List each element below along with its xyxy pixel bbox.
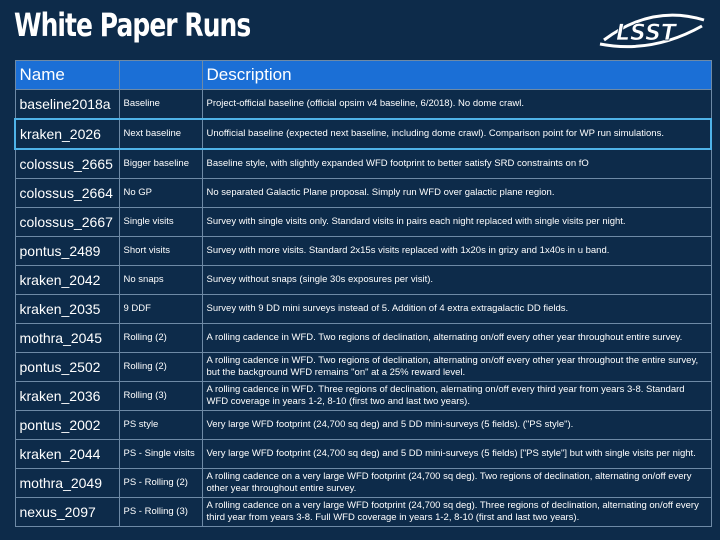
run-short-cell: Rolling (3) (119, 382, 202, 411)
run-description-cell: Baseline style, with slightly expanded WFD footprint to better satisfy SRD constraints on fO (202, 149, 711, 179)
run-short-cell: Short visits (119, 237, 202, 266)
run-short-cell: No snaps (119, 266, 202, 295)
run-name-cell: colossus_2664 (15, 179, 119, 208)
run-description-cell: Project-official baseline (official opsim v4 baseline, 6/2018). No dome crawl. (202, 90, 711, 120)
header-short (119, 61, 202, 90)
run-name-cell: kraken_2036 (15, 382, 119, 411)
run-short-cell: PS - Single visits (119, 440, 202, 469)
table-header-row (15, 61, 711, 90)
run-name-cell: baseline2018a (15, 90, 119, 120)
table-row (15, 295, 711, 324)
run-short-cell: Next baseline (119, 119, 202, 149)
run-name-cell: pontus_2002 (15, 411, 119, 440)
header-description: Description (202, 61, 711, 90)
run-short-cell: Single visits (119, 208, 202, 237)
run-description-cell: Very large WFD footprint (24,700 sq deg) and 5 DD mini-surveys (5 fields). ("PS style"). (202, 411, 711, 440)
run-description-cell: A rolling cadence on a very large WFD footprint (24,700 sq deg). Three regions of declination, alternating on/off every third year from years 3-8. Full WFD coverage in years 1-2, 8-10 (first and last two years). (202, 498, 711, 527)
run-description-cell: A rolling cadence on a very large WFD footprint (24,700 sq deg). Two regions of declination, alternating on/off every other year throughout entire survey. (202, 469, 711, 498)
run-description-cell: Very large WFD footprint (24,700 sq deg) and 5 DD mini-surveys (5 fields) ["PS style"] but with single visits per night. (202, 440, 711, 469)
run-short-cell: Bigger baseline (119, 149, 202, 179)
run-name-cell: colossus_2667 (15, 208, 119, 237)
run-name-cell: kraken_2042 (15, 266, 119, 295)
table-row (15, 440, 711, 469)
run-name-cell: colossus_2665 (15, 149, 119, 179)
table-row (15, 411, 711, 440)
run-description-cell: No separated Galactic Plane proposal. Simply run WFD over galactic plane region. (202, 179, 711, 208)
run-description-cell: A rolling cadence in WFD. Two regions of declination, alternating on/off every other year throughout the entire survey, but the background WFD remains "on" at a 25% reward level. (202, 353, 711, 382)
header-name: Name (15, 61, 119, 90)
run-name-cell: kraken_2035 (15, 295, 119, 324)
run-name-cell: pontus_2489 (15, 237, 119, 266)
run-name-cell: kraken_2044 (15, 440, 119, 469)
table-row (15, 353, 711, 382)
logo-text: LSST (616, 21, 676, 46)
run-short-cell: PS - Rolling (2) (119, 469, 202, 498)
table-row (15, 469, 711, 498)
run-short-cell: Rolling (2) (119, 353, 202, 382)
run-short-cell: Rolling (2) (119, 324, 202, 353)
run-description-cell: A rolling cadence in WFD. Two regions of declination, alternating on/off every other year throughout entire survey. (202, 324, 711, 353)
run-name-cell: kraken_2026 (15, 119, 119, 149)
run-short-cell: No GP (119, 179, 202, 208)
table-row (15, 237, 711, 266)
run-short-cell: PS - Rolling (3) (119, 498, 202, 527)
run-description-cell: Survey with 9 DD mini surveys instead of 5. Addition of 4 extra extragalactic DD fields. (202, 295, 711, 324)
table-row (15, 119, 711, 149)
run-short-cell: 9 DDF (119, 295, 202, 324)
run-description-cell: Survey with single visits only. Standard visits in pairs each night replaced with single visits per night. (202, 208, 711, 237)
run-short-cell: PS style (119, 411, 202, 440)
run-name-cell: mothra_2049 (15, 469, 119, 498)
table-row (15, 498, 711, 527)
run-name-cell: mothra_2045 (15, 324, 119, 353)
page-title: White Paper Runs (14, 6, 251, 44)
table-row (15, 90, 711, 120)
table-row (15, 149, 711, 179)
run-description-cell: Survey with more visits. Standard 2x15s visits replaced with 1x20s in grizy and 1x40s in u band. (202, 237, 711, 266)
table-row (15, 382, 711, 411)
run-description-cell: Unofficial baseline (expected next baseline, including dome crawl). Comparison point for WP run simulations. (202, 119, 711, 149)
run-description-cell: Survey without snaps (single 30s exposures per visit). (202, 266, 711, 295)
table-row (15, 208, 711, 237)
run-description-cell: A rolling cadence in WFD. Three regions of declination, alernating on/off every third year from years 3-8. Standard WFD coverage in years 1-2, 8-10 (first two and last two years). (202, 382, 711, 411)
run-name-cell: nexus_2097 (15, 498, 119, 527)
run-short-cell: Baseline (119, 90, 202, 120)
run-name-cell: pontus_2502 (15, 353, 119, 382)
table-row (15, 266, 711, 295)
table-row (15, 324, 711, 353)
lsst-logo (596, 10, 708, 50)
table-row (15, 179, 711, 208)
runs-table (14, 60, 712, 527)
